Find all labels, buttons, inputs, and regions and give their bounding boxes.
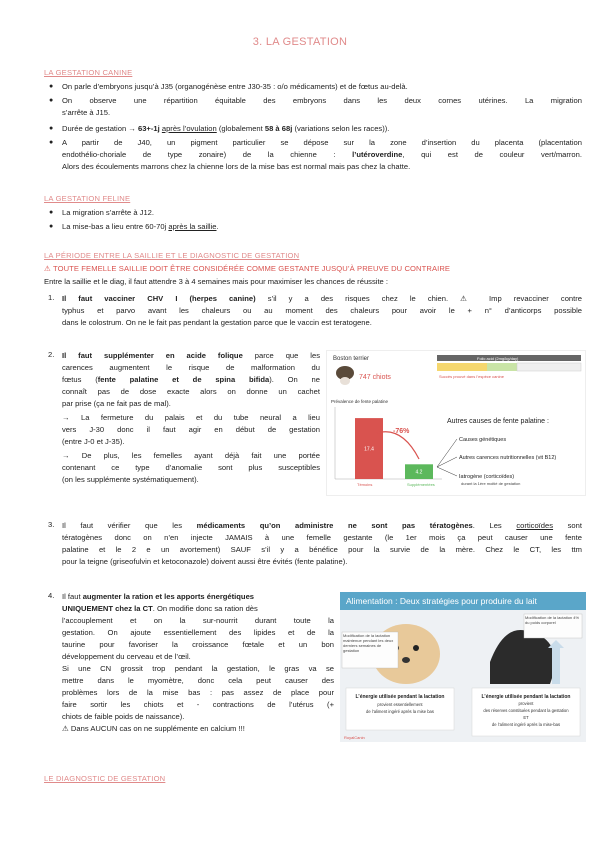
item-1-line-a: Il faut vacciner CHV I (herpes canine) s’il y a des risques chez le chien. ⚠ Imp revacciner contre — [62, 294, 583, 303]
callout-line — [437, 457, 457, 467]
list-number: 3. — [48, 520, 55, 529]
cause-2: Autres carences nutritionnelles (vit B12) — [459, 455, 557, 461]
section-heading-canine: LA GESTATION CANINE — [44, 68, 133, 77]
item-2-line-f: → La fermeture du palais et du tube neural a lieu — [62, 413, 320, 422]
dog-energy-title: L’énergie utilisée pendant la lactation — [355, 694, 445, 700]
item-3-line-a: Il faut vérifier que les médicaments qu’on administre ne sont pas tératogènes. Les corticoïdes sont — [62, 521, 582, 530]
timeline-segment — [437, 363, 487, 371]
item-4-warning: ⚠ Dans AUCUN cas on ne supplémente en calcium !!! — [62, 724, 245, 733]
item-4-line-g: Si une CN grossit trop pendant la gestation, le gras va se — [62, 664, 334, 673]
bar-label-b: Supplémentées — [407, 482, 435, 487]
item-2-line-e: par prise (ça ne fait pas de mal). — [62, 399, 171, 408]
period-intro: Entre la saillie et le diag, il faut attendre 3 à 4 semaines mais pour maximiser les chances de réussite : — [44, 277, 388, 286]
item-4-line-i: problèmes lors de la mise bas : pas assez de place pour — [62, 688, 334, 697]
count-label: 747 chiots — [359, 374, 391, 381]
delta-label: -76% — [393, 428, 410, 435]
canine-bullet-4c: Alors des écoulements marrons chez la chienne lors de la mise bas est normal mais pas chez la chatte. — [62, 162, 411, 171]
breed-label: Boston terrier — [333, 356, 370, 362]
list-number: 1. — [48, 293, 55, 302]
callout-line — [437, 439, 457, 467]
feline-bullet-1: La migration s’arrête à J12. — [62, 208, 155, 217]
bullet: ● — [49, 125, 54, 132]
callout-line — [437, 467, 457, 476]
dog-note: Modification de la lactation maintenue pendant les deux derniers semaines de gestation — [343, 633, 394, 653]
warning-banner: ⚠ TOUTE FEMELLE SAILLIE DOIT ÊTRE CONSIDÉRÉE COMME GESTANTE JUSQU’À PREUVE DU CONTRAIRE — [44, 264, 451, 273]
section-heading-period: LA PÉRIODE ENTRE LA SAILLIE ET LE DIAGNOSTIC DE GESTATION — [44, 251, 300, 260]
item-2-line-a: Il faut supplémenter en acide folique parce que les — [62, 351, 321, 360]
item-4-line-k: chiots de faible poids de naissance). — [62, 712, 185, 721]
section-heading-feline: LA GESTATION FELINE — [44, 194, 131, 203]
page-title: 3. LA GESTATION — [252, 36, 348, 48]
canine-bullet-2a: On observe une répartition équitable des embryons dans les deux cornes utérines. La migration — [62, 96, 582, 105]
item-4-line-e: taurine pour favoriser la croissance fœtale et un bon — [62, 640, 334, 649]
item-4-line-a: Il faut augmenter la ration et les apports énergétiques — [62, 592, 255, 601]
cause-1: Causes génétiques — [459, 437, 507, 443]
item-2-line-k: (on les supplémente systématiquement). — [62, 475, 199, 484]
item-4-line-f: développement du cerveau et de l’œil. — [62, 652, 191, 661]
cause-3: Iatrogène (corticoïdes) — [459, 474, 515, 480]
cat-energy-title: L’énergie utilisée pendant la lactation — [481, 694, 571, 700]
puppy-eye — [413, 645, 419, 651]
item-3-line-d: pour la teigne (griseofulvin et ketoconazole) doivent aussi être évités (fente palatine). — [62, 557, 348, 566]
figure-title: Alimentation : Deux stratégies pour produire du lait — [346, 596, 537, 606]
item-2-line-i: → De plus, les femelles ayant déjà fait une portée — [62, 451, 320, 460]
timeline-label: Folic acid (2mg/kg/day) — [477, 356, 519, 361]
bullet: ● — [49, 139, 54, 146]
item-4-line-j: faire sortir les chiots et - contractions de l’utérus (+ — [62, 700, 334, 709]
cat-energy-d: de l’aliment ingéré après la mise-bas — [491, 722, 561, 727]
cause-3-detail: durant la 1ère moitié de gestation — [461, 481, 521, 486]
list-number: 2. — [48, 350, 55, 359]
puppy-nose — [402, 657, 410, 663]
bullet: ● — [49, 209, 54, 216]
item-3-line-c: palatine et le 2 e un avortement) SAUF s’il y a bénéfice pour la survie de la mère. Chez le CT, les ttm — [62, 545, 582, 554]
item-2-line-c: fœtus (fente palatine et de spina bifida). On ne — [62, 375, 321, 384]
item-4-line-h: mettre dans le myomètre, donc cela peut causer des — [62, 676, 334, 685]
brand-logo: RoyalCanin — [344, 735, 365, 740]
timeline-note: Succès prouvé dans l’espèce canine — [439, 374, 504, 379]
folic-acid-figure — [326, 350, 586, 496]
dog-energy-a: provient essentiellement — [377, 702, 423, 707]
item-1-line-b: typhus et parvo avant les chaleurs ou au moment des chaleurs pour avoir le + n° d’anticorps possible — [62, 306, 582, 315]
canine-bullet-1: On parle d’embryons jusqu’à J35 (organogénèse entre J30-35 : o/o médicaments) et de fœtus au-delà. — [62, 82, 408, 91]
item-4-line-c: l’accouplement et on la sur-nourrit durant toute la — [62, 616, 334, 625]
bar-value-b: 4.2 — [415, 469, 423, 476]
feline-bullet-2: La mise-bas a lieu entre 60-70j après la saillie. — [62, 222, 219, 231]
dog-energy-b: de l’aliment ingéré après la mise bas — [366, 709, 434, 714]
bar-label-a: Témoins — [357, 482, 373, 487]
decrease-arrow — [377, 432, 419, 459]
canine-bullet-2b: s’arrête à J15. — [62, 108, 111, 117]
cat-energy-c: ET — [523, 715, 529, 720]
bar-value-a: 17.4 — [364, 446, 374, 453]
chart-title: Prévalence de fente palatine — [331, 399, 389, 404]
section-heading-diagnostic: LE DIAGNOSTIC DE GESTATION — [44, 774, 166, 783]
item-1-line-c: dans le colostrum. On ne le fait pas pendant la gestation parce que le vaccin est teratogene. — [62, 318, 372, 327]
cat-energy-a: provient — [518, 701, 534, 706]
cat-note: Modification de la lactation 4% du poids corporel — [525, 615, 580, 625]
item-4-line-d: gestation. On ajoute essentiellement des lipides et de la — [62, 628, 334, 637]
bullet: ● — [49, 97, 54, 104]
item-2-line-b: carences augmentent le risque de malformation du — [62, 363, 320, 372]
timeline-segment — [487, 363, 517, 371]
canine-bullet-4b: endothélio-choriale de type zonaire) de la chienne : l’utéroverdine, qui est de couleur vert/marron. — [62, 150, 582, 159]
bullet: ● — [49, 223, 54, 230]
item-2-line-g: vers J-30 donc il faut agir en début de gestation — [62, 425, 320, 434]
item-4-line-b: UNIQUEMENT chez la CT. On modifie donc sa ration dès — [62, 604, 258, 613]
item-3-line-b: tératogènes donc on n’en injecte JAMAIS à une femelle gestante (le 1er mois ça peut causer une fente — [62, 533, 582, 542]
list-number: 4. — [48, 591, 55, 600]
dog-photo-muzzle — [340, 377, 350, 385]
canine-bullet-4a: A partir de J40, un pigment particulier se dépose sur la zone d’insertion du placenta (placentation — [62, 138, 582, 147]
callout-title: Autres causes de fente palatine : — [447, 418, 549, 425]
folic-acid-chart — [327, 351, 585, 495]
lactation-figure — [340, 592, 586, 742]
timeline-segment — [517, 363, 581, 371]
cat-energy-b: des réserves constituées pendant la gestation — [483, 708, 569, 713]
item-2-line-j: contenant ce type d’anomalie sont plus susceptibles — [62, 463, 320, 472]
item-2-line-d: connaît pas de dose exacte alors on donne un cachet — [62, 387, 320, 396]
lactation-diagram — [340, 592, 586, 742]
bullet: ● — [49, 83, 54, 90]
canine-bullet-3: Durée de gestation → 63+-1j après l’ovulation (globalement 58 à 68j (variations selon les races)). — [62, 124, 390, 133]
item-2-line-h: (entre J-0 et J-35). — [62, 437, 125, 446]
